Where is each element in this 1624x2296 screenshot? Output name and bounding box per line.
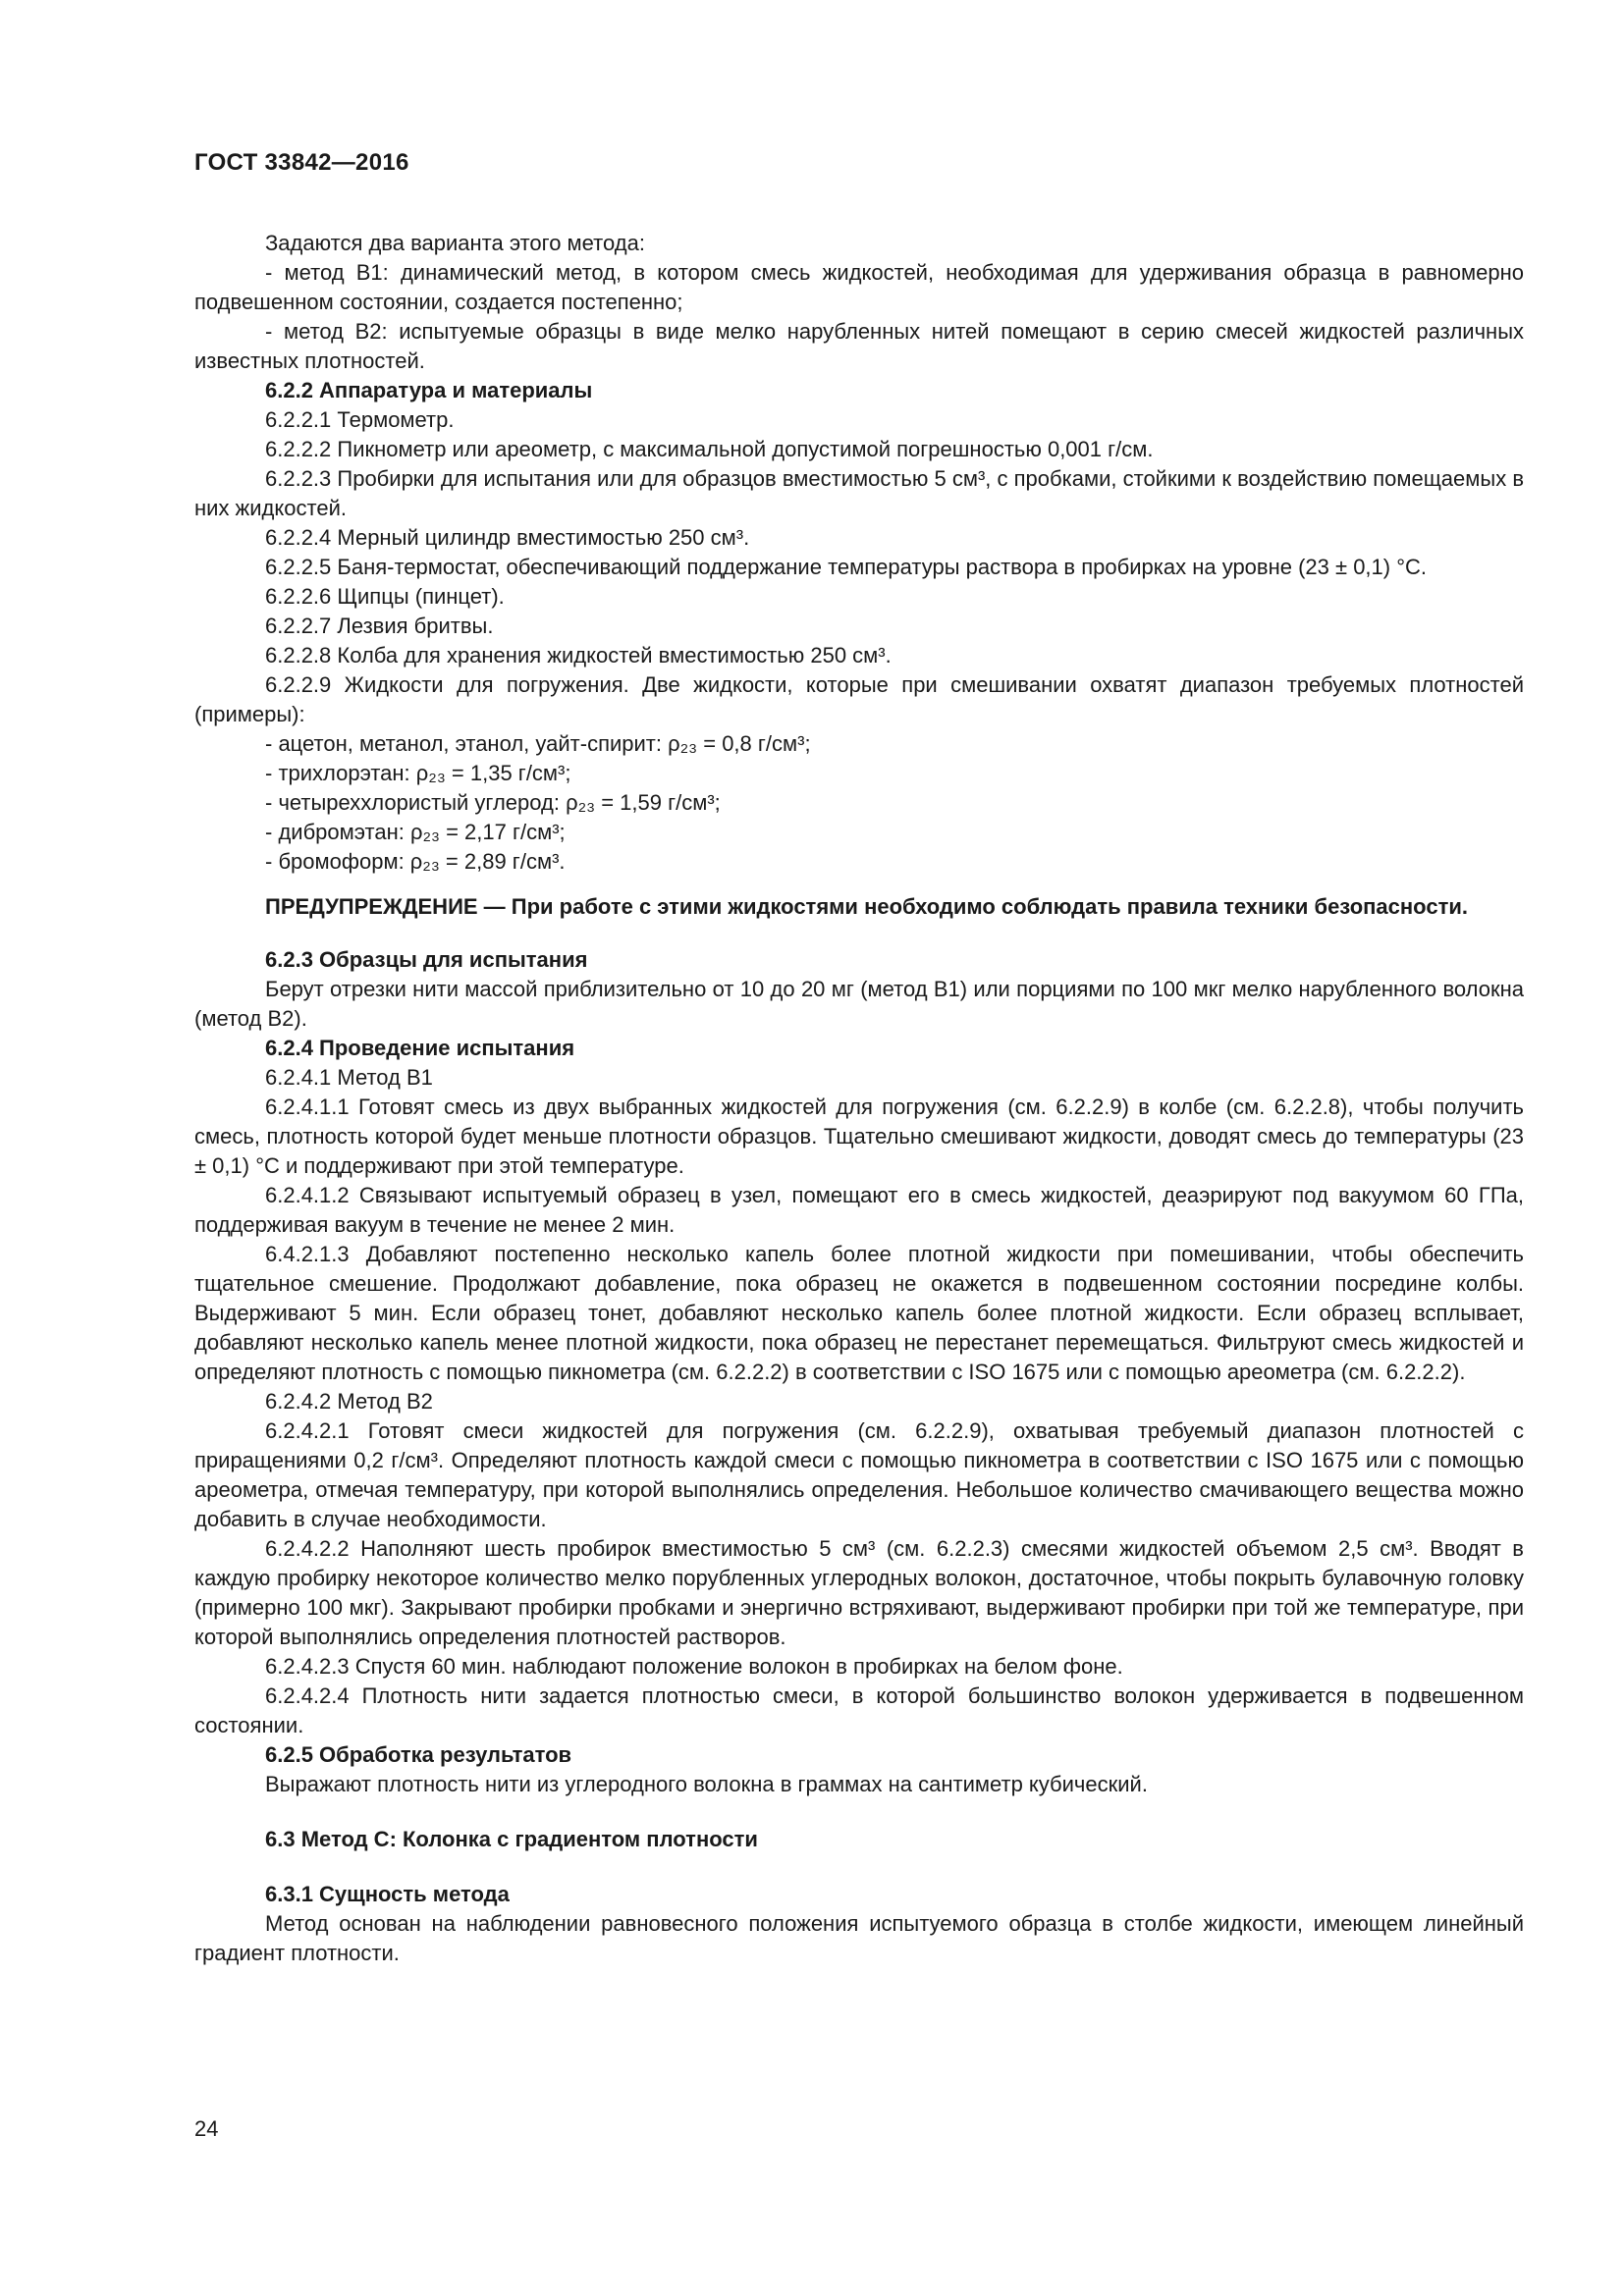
warning-note: ПРЕДУПРЕЖДЕНИЕ — При работе с этими жидкостями необходимо соблюдать правила техники безопасности.: [265, 894, 1468, 919]
list-item: - дибромэтан: ρ₂₃ = 2,17 г/см³;: [265, 820, 566, 844]
paragraph: 6.4.2.1.3 Добавляют постепенно несколько капель более плотной жидкости при помешивании, чтобы обеспечить тщательное смешение. Продолжают добавление, пока образец не окажется в подвешенном состоянии посредине колбы. Выдерживают 5 мин. Если образец тонет, добавляют несколько капель более плотной жидкости. Если образец всплывает, добавляют несколько капель менее плотной жидкости, пока образец не перестанет перемещаться. Фильтруют смесь жидкостей и определяют плотность с помощью пикнометра (см. 6.2.2.2) в соответствии с ISO 1675 или с помощью ареометра (см. 6.2.2.2).: [194, 1242, 1524, 1384]
paragraph: 6.2.2.7 Лезвия бритвы.: [265, 614, 494, 638]
section-heading: 6.2.3 Образцы для испытания: [265, 947, 588, 972]
paragraph: 6.2.4.2.1 Готовят смеси жидкостей для погружения (см. 6.2.2.9), охватывая требуемый диапазон плотностей с приращениями 0,2 г/см³. Определяют плотность каждой смеси с помощью пикнометра в соответствии с ISO 1675 или с помощью ареометра, отмечая температуру, при которой выполнялись определения. Небольшое количество смачивающего вещества можно добавить в случае необходимости.: [194, 1418, 1524, 1531]
paragraph: Задаются два варианта этого метода:: [265, 231, 645, 255]
section-heading: 6.2.5 Обработка результатов: [265, 1742, 572, 1767]
paragraph: 6.2.2.2 Пикнометр или ареометр, с максимальной допустимой погрешностью 0,001 г/см.: [265, 437, 1154, 461]
paragraph: Берут отрезки нити массой приблизительно от 10 до 20 мг (метод В1) или порциями по 100 мкг мелко нарубленного волокна (метод В2).: [194, 977, 1524, 1031]
paragraph: 6.2.4.2.4 Плотность нити задается плотностью смеси, в которой большинство волокон удерживается в подвешенном состоянии.: [194, 1683, 1524, 1737]
page-number: 24: [194, 2116, 219, 2141]
section-heading: 6.2.2 Аппаратура и материалы: [265, 378, 593, 402]
section-heading: 6.3.1 Сущность метода: [265, 1882, 510, 1906]
paragraph: Выражают плотность нити из углеродного волокна в граммах на сантиметр кубический.: [265, 1772, 1148, 1796]
list-item: - четыреххлористый углерод: ρ₂₃ = 1,59 г/см³;: [265, 790, 721, 815]
list-item: - метод В2: испытуемые образцы в виде мелко нарубленных нитей помещают в серию смесей жидкостей различных известных плотностей.: [194, 319, 1524, 373]
list-item: - ацетон, метанол, этанол, уайт-спирит: ρ₂₃ = 0,8 г/см³;: [265, 731, 811, 756]
paragraph: 6.2.2.5 Баня-термостат, обеспечивающий поддержание температуры раствора в пробирках на уровне (23 ± 0,1) °С.: [265, 555, 1428, 579]
section-heading: 6.3 Метод С: Колонка с градиентом плотности: [265, 1827, 758, 1851]
paragraph: 6.2.2.3 Пробирки для испытания или для образцов вместимостью 5 см³, с пробками, стойкими к воздействию помещаемых в них жидкостей.: [194, 466, 1525, 520]
paragraph: 6.2.4.1.1 Готовят смесь из двух выбранных жидкостей для погружения (см. 6.2.2.9) в колбе (см. 6.2.2.8), чтобы получить смесь, плотность которой будет меньше плотности образцов. Тщательно смешивают жидкости, доводят смесь до температуры (23 ± 0,1) °С и поддерживают при этой температуре.: [194, 1095, 1524, 1178]
paragraph: 6.2.2.9 Жидкости для погружения. Две жидкости, которые при смешивании охватят диапазон требуемых плотностей (примеры):: [194, 672, 1524, 726]
paragraph: 6.2.4.2 Метод В2: [265, 1389, 433, 1414]
list-item: - метод В1: динамический метод, в котором смесь жидкостей, необходимая для удерживания образца в равномерно подвешенном состоянии, создается постепенно;: [194, 260, 1524, 314]
paragraph: 6.2.4.1.2 Связывают испытуемый образец в узел, помещают его в смесь жидкостей, деаэрируют под вакуумом 60 ГПа, поддерживая вакуум в течение не менее 2 мин.: [194, 1183, 1524, 1237]
list-item: - трихлорэтан: ρ₂₃ = 1,35 г/см³;: [265, 761, 571, 785]
paragraph: 6.2.2.4 Мерный цилиндр вместимостью 250 см³.: [265, 525, 750, 550]
paragraph: 6.2.4.1 Метод В1: [265, 1065, 433, 1090]
paragraph: 6.2.4.2.3 Спустя 60 мин. наблюдают положение волокон в пробирках на белом фоне.: [265, 1654, 1123, 1679]
paragraph: Метод основан на наблюдении равновесного положения испытуемого образца в столбе жидкости, имеющем линейный градиент плотности.: [194, 1911, 1524, 1965]
paragraph: 6.2.4.2.2 Наполняют шесть пробирок вместимостью 5 см³ (см. 6.2.2.3) смесями жидкостей объемом 2,5 см³. Вводят в каждую пробирку некоторое количество мелко порубленных углеродных волокон, достаточное, чтобы покрыть булавочную головку (примерно 100 мкг). Закрывают пробирки пробками и энергично встряхивают, выдерживают пробирки при той же температуре, при которой выполнялись определения плотностей растворов.: [194, 1536, 1524, 1649]
paragraph: 6.2.2.6 Щипцы (пинцет).: [265, 584, 505, 609]
standard-header: ГОСТ 33842—2016: [194, 149, 409, 176]
paragraph: 6.2.2.1 Термометр.: [265, 407, 455, 432]
body-text: [194, 229, 1524, 1968]
section-heading: 6.2.4 Проведение испытания: [265, 1036, 575, 1060]
paragraph: 6.2.2.8 Колба для хранения жидкостей вместимостью 250 см³.: [265, 643, 892, 667]
list-item: - бромоформ: ρ₂₃ = 2,89 г/см³.: [265, 849, 566, 874]
